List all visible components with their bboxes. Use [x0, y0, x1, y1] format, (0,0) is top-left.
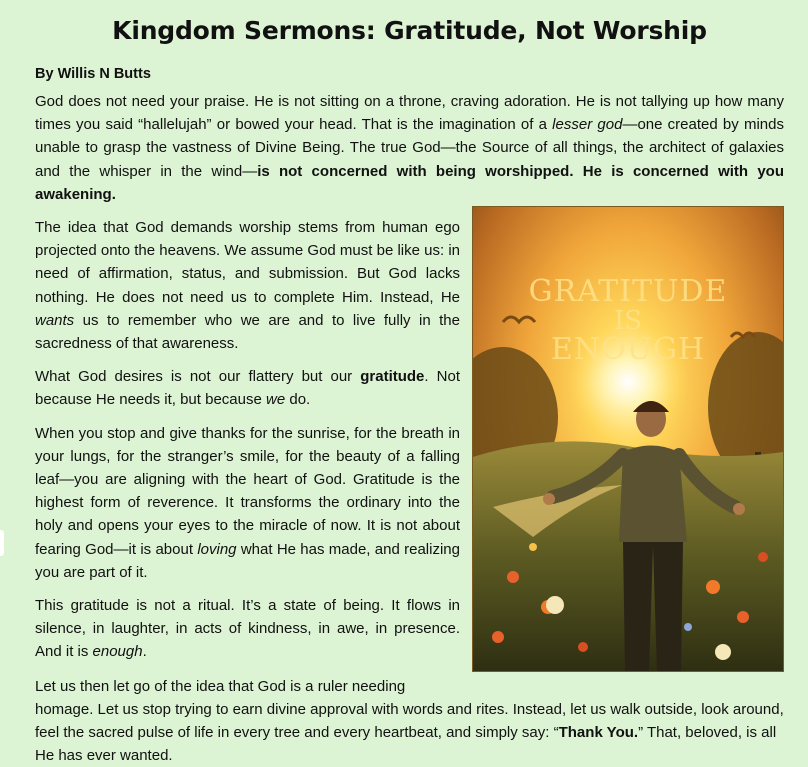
p3-text-c: . Not because He needs it, but because: [35, 368, 460, 409]
gratitude-illustration: [472, 206, 784, 672]
left-edge-tab: [0, 530, 4, 556]
illustration-svg: [473, 207, 783, 671]
p2-text-a: The idea that God demands worship stems from human ego projected onto the heavens. We assume God must be like us: in need of affirmation, status, and submission. But God lacks nothing. He does not need us to complete Him. Instead, He: [35, 219, 460, 306]
p5-text-c: .: [142, 643, 147, 661]
p6-strong: Thank You.: [558, 724, 639, 742]
p4-emphasis: loving: [197, 540, 237, 558]
article: [35, 14, 784, 767]
illustration-title-line2: IS: [613, 306, 643, 337]
page-title: Kingdom Sermons: Gratitude, Not Worship: [112, 16, 707, 45]
paragraph-1: [35, 90, 784, 206]
p4-text-a: When you stop and give thanks for the sunrise, for the breath in your lungs, for the stranger’s smile, for the beauty of a falling leaf—you are aligning with the heart of God. Gratitude is the highest form of reverence. It transforms the ordinary into the holy and opens your eyes to the miracle of now. It is not about fearing God—it is about: [35, 424, 460, 558]
p1-text-c: —one created by minds unable to grasp the vastness of Divine Being. The true God—the Source of all things, the architect of galaxies and the whisper in the wind—: [35, 116, 784, 180]
p3-text-a: What God desires is not our flattery but our: [35, 368, 361, 386]
p3-text-e: do.: [285, 391, 311, 409]
p1-emphasis: lesser god: [552, 116, 623, 134]
p6-text-c: ” That, beloved, is all He has ever wanted.: [35, 724, 777, 765]
p6-text-a: Let us then let go of the idea that God is a ruler needing homage. Let us stop trying to earn divine approval with words and rites. Instead, let us walk outside, look around, feel the sacred pulse of life in every tree and every heartbeat, and simply say: “: [35, 677, 784, 742]
p3-strong: gratitude: [360, 368, 425, 386]
illustration-title-line3: ENOUGH: [550, 332, 706, 368]
p5-text-a: This gratitude is not a ritual. It’s a state of being. It flows in silence, in laughter, in acts of kindness, in awe, in presence. And it is: [35, 597, 460, 661]
p5-emphasis: enough: [92, 643, 143, 661]
paragraph-6: [35, 675, 784, 767]
p2-text-c: us to remember who we are and to live fully in the sacredness of that awareness.: [35, 311, 460, 353]
p1-strong: is not concerned with being worshipped. He is concerned with you awakening.: [35, 162, 784, 203]
illustration-title-line1: GRATITUDE: [528, 274, 728, 310]
p2-emphasis: wants: [35, 311, 75, 329]
byline: By Willis N Butts: [35, 66, 151, 82]
p1-text-a: God does not need your praise. He is not sitting on a throne, craving adoration. He is not tallying up how many times you said “hallelujah” or bowed your head. That is the imagination of a: [35, 93, 784, 134]
p4-text-c: what He has made, and realizing you are part of it.: [35, 540, 460, 581]
p3-emphasis: we: [266, 391, 286, 409]
